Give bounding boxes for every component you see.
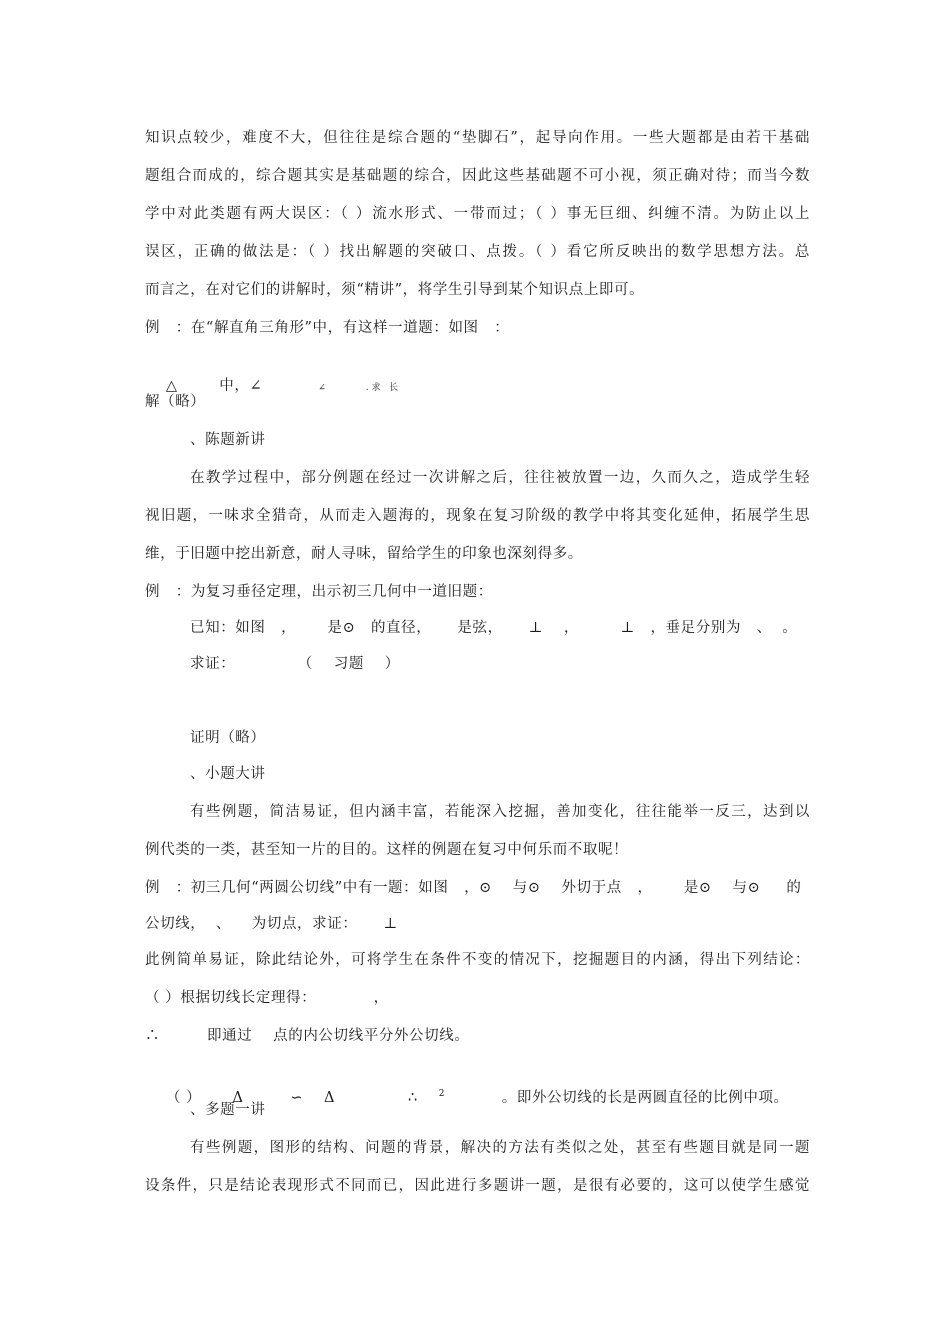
- conclusion-line: ∴ 即通过 点的内公切线平分外公切线。: [145, 1028, 470, 1044]
- paragraph-line: 学中对此类题有两大误区：（ ）流水形式、一带而过；（ ）事无巨细、纠缠不清。为防止以上: [145, 206, 810, 222]
- paragraph-line: 视旧题，一味求全猎奇，从而走入题海的，现象在复习阶级的教学中将其变化延伸，拓展学生思: [145, 508, 810, 524]
- superscript: 2: [438, 1089, 445, 1099]
- paragraph-line: 例代类的一类，甚至知一片的目的。这样的例题在复习中何乐而不取呢！: [145, 842, 629, 858]
- proof-omitted: 证明（略）: [190, 730, 266, 746]
- paragraph-line: 维，于旧题中挖出新意，耐人寻味，留给学生的印象也深刻得多。: [145, 546, 583, 562]
- section-heading-old-problems: 、陈题新讲: [190, 432, 266, 448]
- conclusion-line: （ ）根据切线长定理得： ，: [145, 990, 389, 1006]
- section-heading-small-problems: 、小题大讲: [190, 766, 266, 782]
- example-heading: 例 ：在“解直角三角形”中，有这样一道题：如图 ：: [145, 320, 510, 336]
- paragraph-line: 误区，正确的做法是：（ ）找出解题的突破口、点拨。（ ）看它所反映出的数学思想方法。总: [145, 244, 810, 260]
- given-statement: 已知：如图 ， 是⊙ 的直径， 是弦， ⊥ ， ⊥ ，垂足分别为 、 。: [190, 620, 798, 636]
- problem-small-text: ∠ . 求 长: [318, 383, 399, 393]
- paragraph-line: 设条件，只是结论表现形式不同而已，因此进行多题讲一题，是很有必要的，这可以使学生感觉: [145, 1178, 810, 1194]
- paragraph-line: 此例简单易证，除此结论外，可将学生在条件不变的情况下，挖掘题目的内涵，得出下列结论：: [145, 952, 810, 968]
- conclusion-main: （ ） Δ ∽ Δ ∴: [165, 1089, 439, 1106]
- paragraph-line: 题组合而成的，综合题其实是基础题的综合，因此这些基础题不可小视，须正确对待；而当今数: [145, 168, 810, 184]
- paragraph-line: 有些例题，图形的结构、问题的背景，解决的方法有类似之处，甚至有些题目就是同一题: [190, 1140, 810, 1156]
- paragraph-line: 在教学过程中，部分例题在经过一次讲解之后，往往被放置一边，久而久之，造成学生轻: [190, 470, 810, 486]
- paragraph-line: 知识点较少，难度不大，但往往是综合题的“垫脚石”，起导向作用。一些大题都是由若干基础: [145, 130, 810, 146]
- solution-omitted: 解（略）: [145, 394, 206, 410]
- example-heading: 例 ：为复习垂径定理，出示初三几何中一道旧题：: [145, 584, 493, 600]
- section-heading-multi-problems: 、多题一讲: [190, 1102, 266, 1118]
- example-heading: 例 ：初三几何“两圆公切线”中有一题：如图 ，⊙ 与⊙ 外切于点 ， 是⊙ 与⊙ 的: [145, 880, 802, 896]
- paragraph-line: 公切线， 、 为切点，求证： ⊥: [145, 916, 398, 932]
- conclusion-rest: 。即外公切线的长是两圆直径的比例中项。: [444, 1089, 789, 1106]
- prove-statement: 求证： （ 习题 ）: [190, 656, 400, 672]
- problem-main-text: △ 中，∠: [165, 378, 263, 394]
- paragraph-line: 而言之，在对它们的讲解时，须“精讲”，将学生引导到某个知识点上即可。: [145, 282, 645, 298]
- paragraph-line: 有些例题，简洁易证，但内涵丰富，若能深入挖掘，善加变化，往往能举一反三，达到以: [190, 804, 810, 820]
